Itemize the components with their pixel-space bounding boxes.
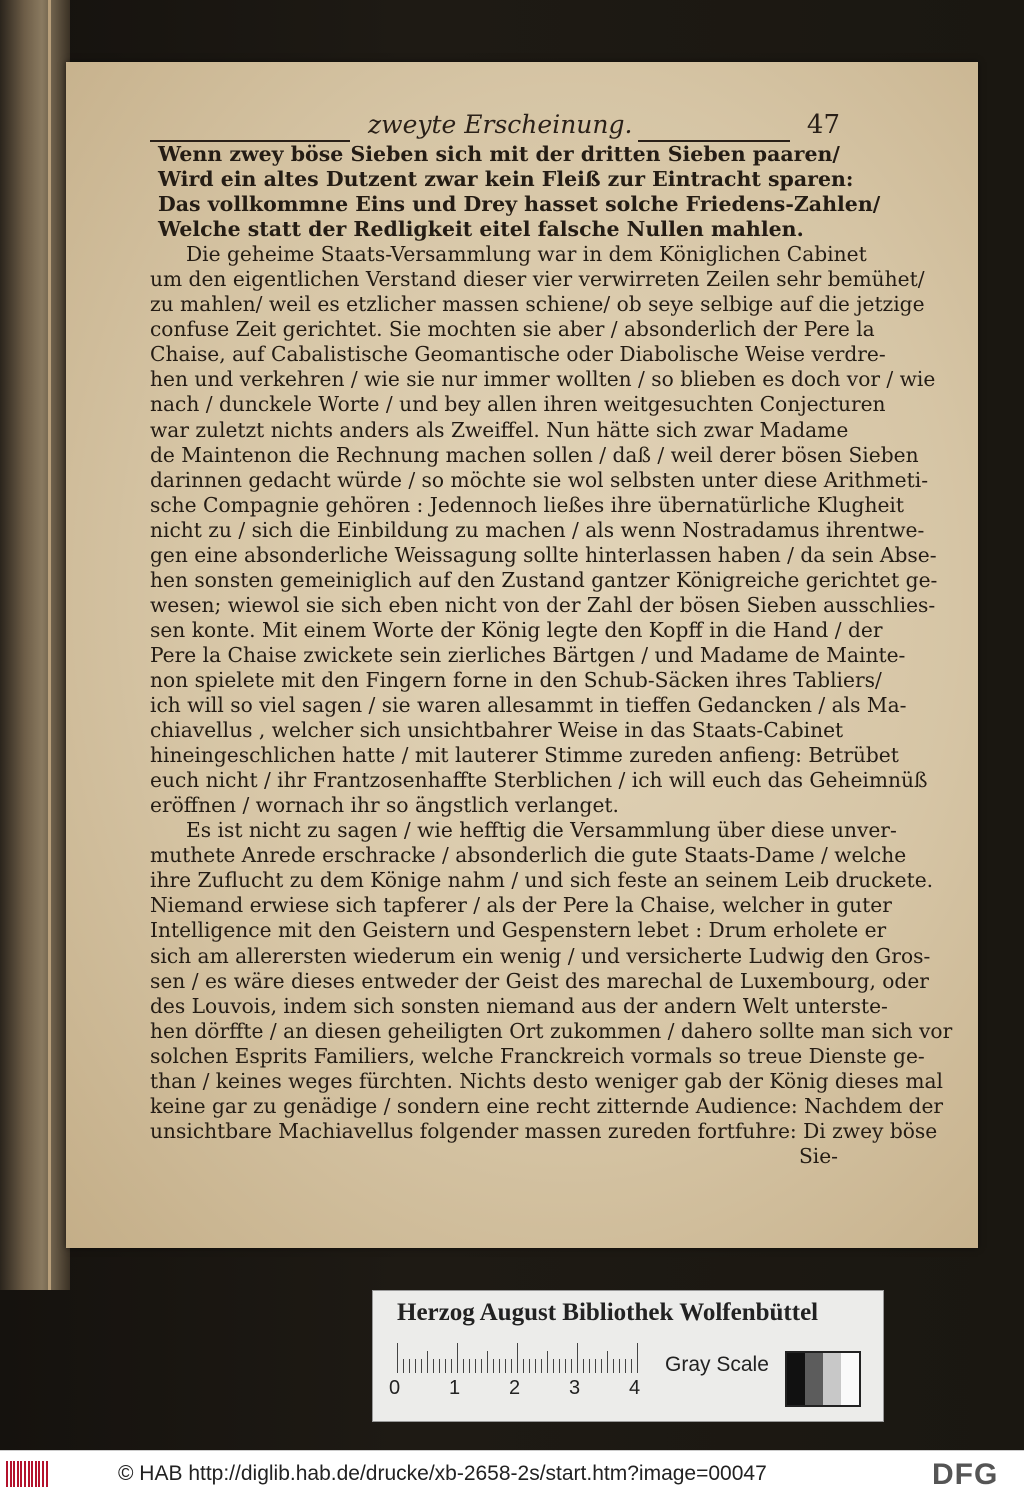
page-header	[150, 110, 850, 144]
text-line: sich am allerersten wiederum ein wenig / und versicherte Ludwig den Gros-	[150, 943, 931, 968]
barcode-bar	[28, 1461, 30, 1487]
verse-line: Wird ein altes Dutzent zwar kein Fleiß zur Eintracht sparen:	[158, 167, 854, 192]
ruler-tick	[415, 1359, 416, 1373]
text-line: nach / dunckele Worte / und bey allen ihren weitgesuchten Conjecturen	[150, 392, 886, 417]
copyright-link[interactable]: © HAB http://diglib.hab.de/drucke/xb-2658-2s/start.htm?image=00047	[118, 1462, 767, 1485]
text-line: um den eigentlichen Verstand dieser vier verwirreten Zeilen sehr bemühet/	[150, 267, 925, 292]
ruler-tick	[619, 1359, 620, 1373]
ruler-tick	[493, 1359, 494, 1373]
text-line: non spielete mit den Fingern forne in den Schub-Säcken ihres Tabliers/	[150, 667, 882, 692]
text-line: gen eine absonderliche Weissagung sollte hinterlassen haben / da sein Abse-	[150, 542, 937, 567]
ruler-tick	[421, 1359, 422, 1373]
ruler-tick	[427, 1351, 428, 1373]
measurement-ruler	[397, 1343, 647, 1373]
text-line: hineingeschlichen hatte / mit lauterer Stimme zureden anfieng: Betrübet	[150, 743, 899, 768]
ruler-tick	[559, 1359, 560, 1373]
text-line: ihre Zuflucht zu dem Könige nahm / und sich feste an seinem Leib druckete.	[150, 868, 934, 893]
verse-line: Welche statt der Redligkeit eitel falsche Nullen mahlen.	[158, 217, 804, 242]
gray-swatch-black	[787, 1353, 805, 1405]
text-line: sen konte. Mit einem Worte der König legte den Kopff in die Hand / der	[150, 617, 883, 642]
ruler-tick	[553, 1359, 554, 1373]
ruler-number: 4	[629, 1377, 641, 1399]
text-line: euch nicht / ihr Frantzosenhaffte Sterblichen / ich will euch das Geheimnüß	[150, 768, 928, 793]
ruler-tick	[397, 1343, 398, 1373]
book-spine	[0, 0, 70, 1290]
barcode-bar	[10, 1461, 12, 1487]
text-line: Pere la Chaise zwickete sein zierliches Bärtgen / und Madame de Mainte-	[150, 642, 906, 667]
ruler-tick	[541, 1359, 542, 1373]
ruler-tick	[409, 1359, 410, 1373]
ruler-tick	[583, 1359, 584, 1373]
text-line: Es ist nicht zu sagen / wie hefftig die Versammlung über diese unver-	[186, 818, 897, 843]
ruler-tick	[637, 1343, 638, 1373]
ruler-tick	[433, 1359, 434, 1373]
hab-barcode-icon	[6, 1461, 50, 1487]
text-line: des Louvois, indem sich sonsten niemand aus der andern Welt unterste-	[150, 993, 888, 1018]
barcode-bar	[6, 1461, 8, 1487]
text-line: Intelligence mit den Geistern und Gespenstern lebet : Drum erholete er	[150, 918, 887, 943]
text-line: darinnen gedacht würde / so möchte sie wol selbsten unter diese Arithmeti-	[150, 467, 929, 492]
text-line: than / keines weges fürchten. Nichts desto weniger gab der König dieses mal	[150, 1068, 943, 1093]
catchword: Sie-	[798, 1143, 838, 1168]
ruler-tick	[607, 1351, 608, 1373]
ruler-tick	[505, 1359, 506, 1373]
text-line: Die geheime Staats-Versammlung war in dem Königlichen Cabinet	[186, 242, 867, 267]
barcode-bar	[17, 1461, 19, 1487]
text-line: chiavellus , welcher sich unsichtbahrer Weise in das Staats-Cabinet	[150, 718, 844, 743]
text-line: Chaise, auf Cabalistische Geomantische oder Diabolische Weise verdre-	[150, 342, 886, 367]
spine-edge	[48, 0, 51, 1290]
text-line: sche Compagnie gehören : Jedennoch ließes ihre übernatürliche Klugheit	[150, 492, 904, 517]
text-line: hen und verkehren / wie sie nur immer wollten / so blieben es doch vor / wie	[150, 367, 936, 392]
ruler-tick	[487, 1351, 488, 1373]
barcode-bar	[31, 1461, 33, 1487]
ruler-tick	[457, 1343, 458, 1373]
barcode-bar	[24, 1461, 26, 1487]
ruler-tick	[631, 1359, 632, 1373]
ruler-tick	[547, 1351, 548, 1373]
ruler-tick	[529, 1359, 530, 1373]
verse-line: Wenn zwey böse Sieben sich mit der dritten Sieben paaren/	[158, 142, 840, 166]
page-number: 47	[806, 110, 840, 140]
ruler-tick	[589, 1359, 590, 1373]
ruler-tick	[403, 1359, 404, 1373]
ruler-tick	[439, 1359, 440, 1373]
ruler-tick	[601, 1359, 602, 1373]
ruler-tick	[595, 1359, 596, 1373]
text-line: hen dörffte / an diesen geheiligten Ort zukommen / dahero sollte man sich vor	[150, 1018, 953, 1043]
ruler-tick	[625, 1359, 626, 1373]
text-line: sen / es wäre dieses entweder der Geist des marechal de Luxembourg, oder	[150, 968, 929, 993]
text-line: de Maintenon die Rechnung machen sollen / daß / weil derer bösen Sieben	[150, 442, 919, 467]
text-line: confuse Zeit gerichtet. Sie mochten sie aber / absonderlich der Pere la	[150, 317, 875, 342]
ruler-tick	[499, 1359, 500, 1373]
ruler-tick	[445, 1359, 446, 1373]
text-line: unsichtbare Machiavellus folgender massen zureden fortfuhre: Di zwey böse	[150, 1118, 938, 1143]
barcode-bar	[42, 1461, 44, 1487]
barcode-bar	[20, 1461, 22, 1487]
ruler-tick	[481, 1359, 482, 1373]
gray-swatch-white	[841, 1353, 859, 1405]
ruler-tick	[577, 1343, 578, 1373]
ruler-tick	[565, 1359, 566, 1373]
ruler-tick	[535, 1359, 536, 1373]
text-line: Niemand erwiese sich tapferer / als der Pere la Chaise, welcher in guter	[150, 893, 892, 918]
page-text	[150, 142, 953, 1169]
ruler-tick	[451, 1359, 452, 1373]
ruler-tick	[517, 1343, 518, 1373]
ruler-number: 2	[509, 1377, 521, 1399]
text-line: muthete Anrede erschracke / absonderlich die gute Staats-Dame / welche	[150, 843, 907, 868]
text-line: keine gar zu genädige / sondern eine recht zitternde Audience: Nachdem der	[150, 1093, 944, 1118]
text-line: eröffnen / wornach ihr so ängstlich verlanget.	[150, 793, 619, 818]
ruler-tick	[475, 1359, 476, 1373]
verse-line: Das vollkommne Eins und Drey hasset solche Friedens-Zahlen/	[158, 192, 881, 217]
text-line: ich will so viel sagen / sie waren allesammt in tieffen Gedancken / als Ma-	[150, 693, 907, 718]
ruler-tick	[571, 1359, 572, 1373]
barcode-bar	[13, 1461, 15, 1487]
gray-scale-label: Gray Scale	[665, 1353, 769, 1376]
text-line: solchen Esprits Familiers, welche Franckreich vormals so treue Dienste ge-	[150, 1043, 925, 1068]
ruler-number: 1	[449, 1377, 461, 1399]
library-label-card	[372, 1290, 884, 1422]
running-head: zweyte Erscheinung.	[368, 110, 633, 139]
gray-swatch-light	[823, 1353, 841, 1405]
library-name: Herzog August Bibliothek Wolfenbüttel	[397, 1299, 819, 1326]
ruler-number: 0	[389, 1377, 401, 1399]
text-line: wesen; wiewol sie sich eben nicht von der Zahl der bösen Sieben ausschlies-	[150, 592, 936, 617]
footer-bar	[0, 1450, 1024, 1497]
text-line: hen sonsten gemeiniglich auf den Zustand gantzer Königreiche gerichtet ge-	[150, 567, 938, 592]
ruler-tick	[511, 1359, 512, 1373]
text-line: nicht zu / sich die Einbildung zu machen / als wenn Nostradamus ihrentwe-	[150, 517, 925, 542]
text-line: zu mahlen/ weil es etzlicher massen schiene/ ob seye selbige auf die jetzige	[150, 292, 925, 317]
gray-swatch-dark	[805, 1353, 823, 1405]
dfg-logo: DFG	[932, 1458, 999, 1491]
ruler-tick	[469, 1359, 470, 1373]
ruler-tick	[613, 1359, 614, 1373]
barcode-bar	[38, 1461, 40, 1487]
barcode-bar	[35, 1461, 37, 1487]
text-line: war zuletzt nichts anders als Zweiffel. Nun hätte sich zwar Madame	[150, 417, 849, 442]
ruler-tick	[463, 1359, 464, 1373]
ruler-number: 3	[569, 1377, 581, 1399]
gray-scale-swatches	[785, 1351, 861, 1407]
ruler-tick	[523, 1359, 524, 1373]
barcode-bar	[46, 1461, 48, 1487]
